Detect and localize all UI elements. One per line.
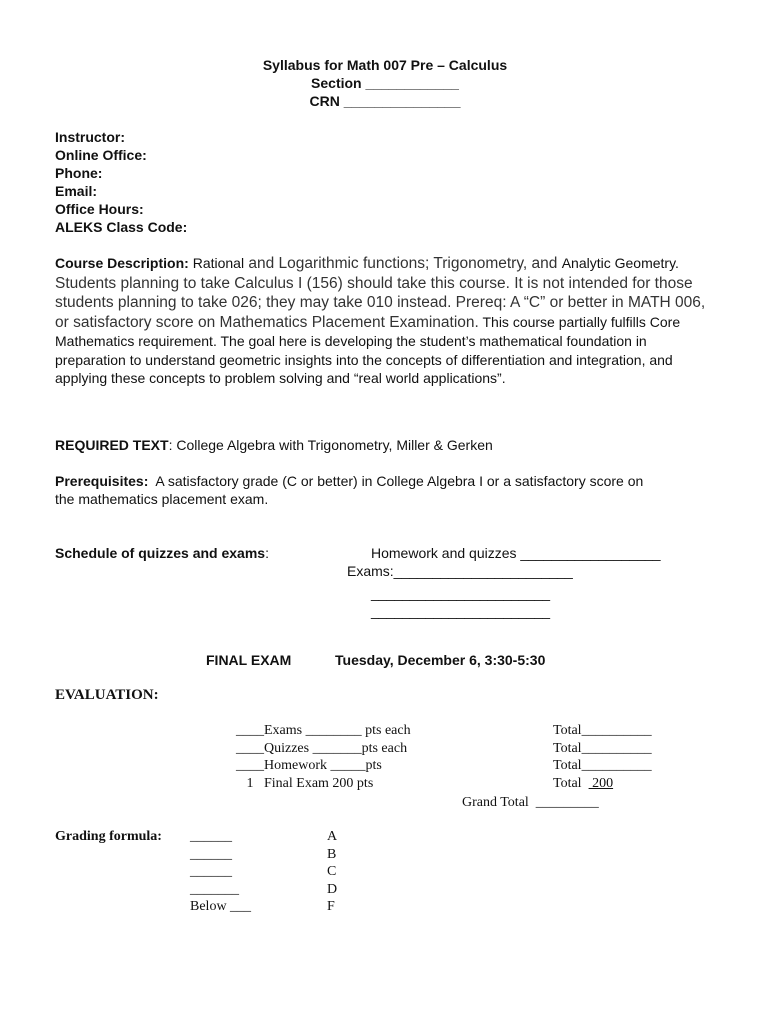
course-description: Course Description: Rational and Logarithmic functions; Trigonometry, and Analytic Geometry. Students planning to take Calculus I (156) should take this course. It is not intended for those students planning to take 026; they may take 010 instead. Prereq: A “C” or better in MATH 006, or satisfactory score on Mathematics Placement Examination. This course partially fulfills Core Mathematics requirement. The goal here is developing the student’s mathematical foundation in preparation to understand geometric insights into the concepts of differentiation and integration, and applying these concepts to problem solving and “real world applications”. — [55, 255, 706, 386]
grading-formula-label: Grading formula: — [55, 829, 162, 844]
prerequisites: Prerequisites: A satisfactory grade (C or better) in College Algebra I or a satisfactory score on — [55, 473, 644, 489]
total-line: Total__________ — [553, 740, 652, 756]
office-hours-label: Office Hours: — [55, 201, 144, 217]
evaluation-item: ____Exams ________ pts each — [236, 723, 411, 738]
course-description-label: Course Description: — [55, 255, 189, 271]
grade-letter: D — [327, 881, 338, 897]
email-label: Email: — [55, 183, 98, 199]
total-line: Total__________ — [553, 723, 652, 738]
evaluation-heading: EVALUATION: — [55, 687, 159, 703]
evaluation-items — [236, 723, 411, 793]
final-exam-date: Tuesday, December 6, 3:30-5:30 — [335, 652, 546, 668]
instructor-info — [55, 128, 187, 236]
grade-cutoff-blank: _______ — [190, 881, 239, 897]
exam-blank-line: _______________________ — [371, 603, 551, 619]
grade-cutoff-blank: Below ___ — [190, 899, 252, 914]
total-line: Total 200 — [553, 775, 614, 791]
evaluation-item: ____Homework _____pts — [236, 758, 382, 773]
exams-line: Exams:_______________________ — [347, 563, 573, 579]
homework-quizzes-line: Homework and quizzes __________________ — [371, 545, 661, 561]
instructor-label: Instructor: — [55, 129, 125, 145]
section-line: Section ____________ — [311, 75, 459, 91]
grade-letter: F — [327, 899, 335, 914]
evaluation-totals — [553, 723, 652, 793]
grade-letters — [327, 829, 337, 917]
grade-cutoff-blank: ______ — [190, 846, 232, 862]
prerequisites-line2: the mathematics placement exam. — [55, 491, 269, 507]
evaluation-item: ____Quizzes _______pts each — [236, 740, 408, 756]
grade-cutoff-blank: ______ — [190, 829, 232, 844]
required-text-label: REQUIRED TEXT — [55, 437, 169, 453]
final-exam-label: FINAL EXAM — [206, 652, 292, 668]
crn-line: CRN _______________ — [309, 93, 461, 109]
evaluation-item: 1 Final Exam 200 pts — [236, 775, 374, 791]
online-office-label: Online Office: — [55, 147, 147, 163]
grade-letter: B — [327, 846, 337, 862]
grade-cutoff-blank: ______ — [190, 864, 232, 879]
final-total-value: 200 — [588, 775, 614, 791]
syllabus-title: Syllabus for Math 007 Pre – Calculus — [262, 57, 508, 73]
grade-cutoff-blanks — [190, 829, 251, 917]
aleks-code-label: ALEKS Class Code: — [55, 219, 188, 235]
grade-letter: A — [327, 829, 338, 844]
required-text: REQUIRED TEXT: College Algebra with Trigonometry, Miller & Gerken — [55, 437, 493, 453]
total-line: Total__________ — [553, 758, 652, 773]
prerequisites-label: Prerequisites: — [55, 473, 149, 489]
schedule-label: Schedule of quizzes and exams: — [55, 545, 269, 561]
phone-label: Phone: — [55, 165, 103, 181]
grade-letter: C — [327, 864, 337, 879]
grand-total-line: Grand Total _________ — [462, 795, 599, 810]
exam-blank-line: _______________________ — [371, 585, 551, 601]
